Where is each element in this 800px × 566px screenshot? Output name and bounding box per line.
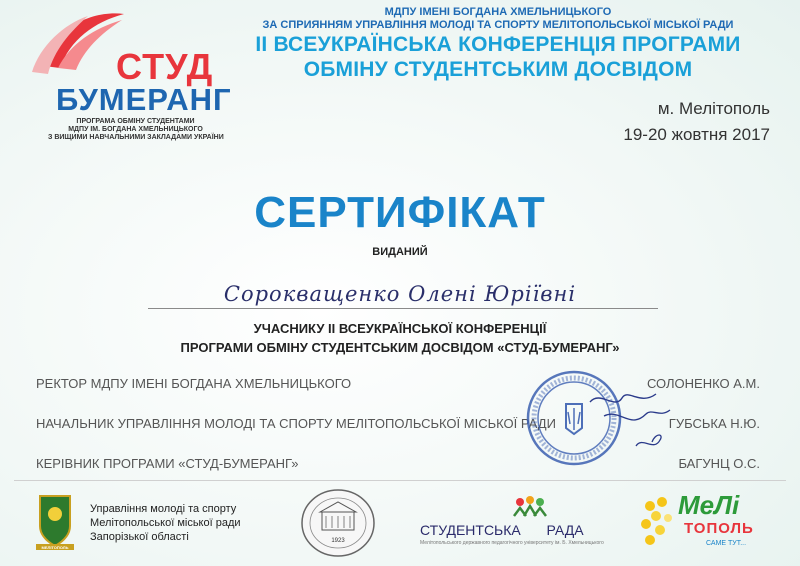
signature-name: СОЛОНЕНКО А.М. [646, 376, 760, 391]
issued-label: ВИДАНИЙ [372, 246, 428, 258]
org-line: Запорізької області [90, 531, 189, 543]
university-seal-icon [298, 486, 378, 560]
melitopol-logo-word1: МеЛі [678, 490, 740, 520]
student-council-subtitle: Мелітопольського державного педагогічного університету ім. Б. Хмельницького [420, 540, 604, 546]
header-university: МДПУ ІМЕНІ БОГДАНА ХМЕЛЬНИЦЬКОГО [384, 6, 612, 18]
student-council-name [420, 522, 584, 538]
signature-title: НАЧАЛЬНИК УПРАВЛІННЯ МОЛОДІ ТА СПОРТУ МЕЛІТОПОЛЬСЬКОЇ МІСЬКОЇ РАДИ [36, 416, 556, 431]
melitopol-logo-word2: ТОПОЛЬ [684, 520, 754, 537]
signature-name: БАГУНЦ О.С. [678, 456, 760, 471]
logo-subtitle-line: ПРОГРАМА ОБМІНУ СТУДЕНТАМИ [76, 118, 195, 125]
student-council-logo [420, 508, 610, 552]
recipient-role [0, 319, 800, 357]
recipient-underline [148, 308, 658, 309]
signature-name: ГУБСЬКА Н.Ю. [668, 416, 760, 431]
student-council-word1: СТУДЕНТСЬКА [420, 522, 521, 538]
melitopol-city-logo [636, 488, 786, 556]
youth-department-text [90, 502, 241, 544]
recipient-name: Сорокващенко Олені Юріївні [223, 282, 577, 306]
coat-of-arms-label: МЕЛІТОПОЛЬ [41, 545, 69, 550]
role-line-2: ПРОГРАМИ ОБМІНУ СТУДЕНТСЬКИМ ДОСВІДОМ «СТУД-БУМЕРАНГ» [180, 340, 620, 355]
footer-divider [14, 480, 786, 481]
melitopol-logo-tagline: САМЕ ТУТ... [706, 540, 747, 547]
logo-subtitle-line: З ВИЩИМИ НАВЧАЛЬНИМИ ЗАКЛАДАМИ УКРАЇНИ [48, 134, 224, 141]
logo-word-stud: СТУД [116, 46, 214, 87]
header-title-line2: ОБМІНУ СТУДЕНТСЬКИМ ДОСВІДОМ [303, 58, 693, 81]
header-title-line1: II ВСЕУКРАЇНСЬКА КОНФЕРЕНЦІЯ ПРОГРАМИ [255, 33, 741, 56]
seal-year: 1923 [331, 538, 345, 544]
conference-header [218, 6, 778, 82]
logo-word-bumerang: БУМЕРАНГ [56, 82, 232, 117]
header-date: 19-20 жовтня 2017 [623, 125, 770, 144]
logo-subtitle [48, 118, 223, 142]
stud-bumerang-logo [18, 6, 232, 156]
student-council-word2: РАДА [546, 522, 584, 538]
header-city: м. Мелітополь [657, 99, 770, 118]
signature-title: РЕКТОР МДПУ ІМЕНІ БОГДАНА ХМЕЛЬНИЦЬКОГО [36, 376, 352, 391]
coat-of-arms-icon [30, 492, 80, 552]
university-seal [298, 486, 378, 560]
handwritten-signatures-icon [560, 380, 680, 470]
certificate-heading: СЕРТИФІКАТ [254, 188, 546, 237]
role-line-1: УЧАСНИКУ II ВСЕУКРАЇНСЬКОЇ КОНФЕРЕНЦІЇ [253, 321, 547, 336]
org-line: Управління молоді та спорту [90, 503, 237, 515]
header-support: ЗА СПРИЯННЯМ УПРАВЛІННЯ МОЛОДІ ТА СПОРТУ МЕЛІТОПОЛЬСЬКОЇ МІСЬКОЇ РАДИ [262, 19, 734, 31]
signature-title: КЕРІВНИК ПРОГРАМИ «СТУД-БУМЕРАНГ» [36, 456, 299, 471]
melitopol-coat-of-arms [30, 492, 80, 552]
org-line: Мелітопольської міської ради [90, 517, 241, 529]
logo-subtitle-line: МДПУ ІМ. БОГДАНА ХМЕЛЬНИЦЬКОГО [68, 126, 203, 133]
